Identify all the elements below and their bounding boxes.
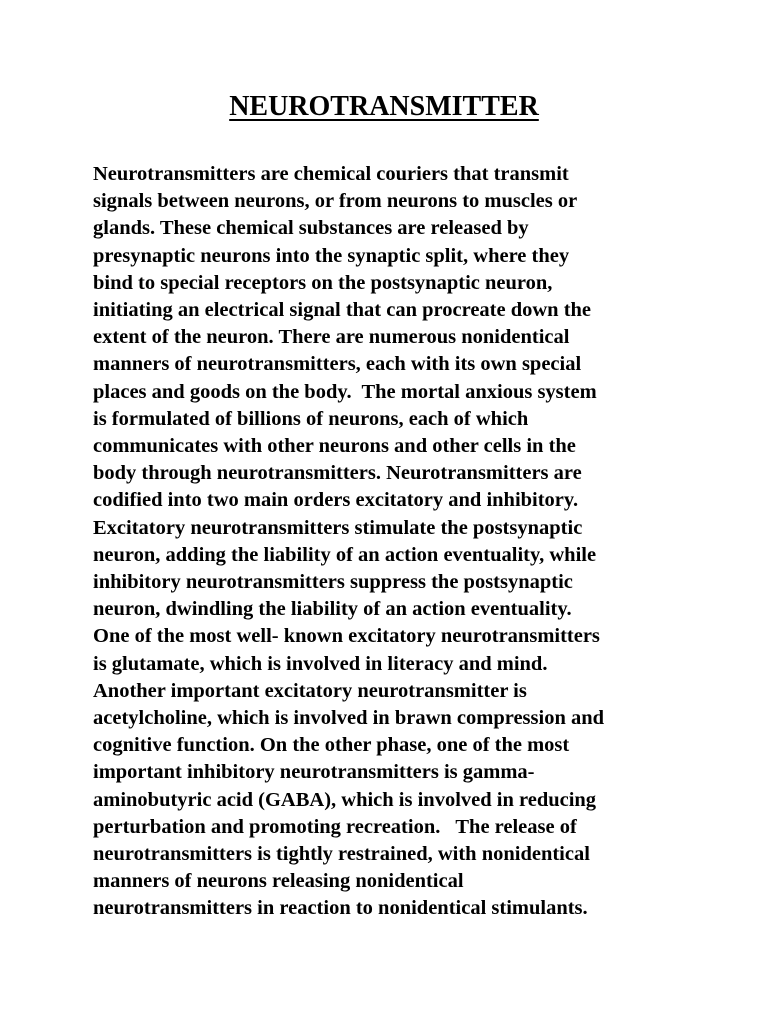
body-line: acetylcholine, which is involved in brawn compression and: [93, 707, 605, 730]
body-line: neurotransmitters in reaction to nonidentical stimulants.: [93, 897, 588, 920]
document-title: [0, 90, 768, 124]
document-body: [93, 161, 693, 923]
body-line: neurotransmitters is tightly restrained, with nonidentical: [93, 843, 590, 866]
body-line: manners of neurotransmitters, each with its own special: [93, 353, 582, 376]
body-line: important inhibitory neurotransmitters is gamma-: [93, 761, 535, 784]
body-line: extent of the neuron. There are numerous nonidentical: [93, 326, 570, 349]
body-line: neuron, adding the liability of an action eventuality, while: [93, 543, 597, 566]
body-line: perturbation and promoting recreation. The release of: [93, 815, 577, 838]
body-line: Neurotransmitters are chemical couriers that transmit: [93, 163, 569, 185]
body-line: body through neurotransmitters. Neurotransmitters are: [93, 462, 582, 485]
body-line: inhibitory neurotransmitters suppress the postsynaptic: [93, 571, 573, 594]
body-line: Excitatory neurotransmitters stimulate the postsynaptic: [93, 516, 583, 539]
body-line: communicates with other neurons and other cells in the: [93, 435, 576, 458]
body-line: Another important excitatory neurotransmitter is: [93, 679, 527, 702]
body-line: glands. These chemical substances are released by: [93, 217, 529, 240]
body-line: codified into two main orders excitatory and inhibitory.: [93, 489, 579, 512]
body-line: places and goods on the body. The mortal anxious system: [93, 380, 597, 403]
document-title-text: NEUROTRANSMITTER: [229, 91, 539, 122]
body-line: manners of neurons releasing nonidentical: [93, 870, 464, 893]
body-line: initiating an electrical signal that can procreate down the: [93, 299, 592, 322]
body-line: neuron, dwindling the liability of an action eventuality.: [93, 598, 572, 621]
body-line: signals between neurons, or from neurons to muscles or: [93, 190, 578, 213]
body-line: aminobutyric acid (GABA), which is involved in reducing: [93, 788, 597, 811]
body-line: is glutamate, which is involved in literacy and mind.: [93, 652, 548, 675]
body-line: is formulated of billions of neurons, each of which: [93, 407, 529, 430]
body-line: cognitive function. On the other phase, one of the most: [93, 734, 570, 757]
body-line: One of the most well- known excitatory neurotransmitters: [93, 625, 600, 648]
body-line: presynaptic neurons into the synaptic split, where they: [93, 244, 570, 267]
body-line: bind to special receptors on the postsynaptic neuron,: [93, 271, 553, 294]
